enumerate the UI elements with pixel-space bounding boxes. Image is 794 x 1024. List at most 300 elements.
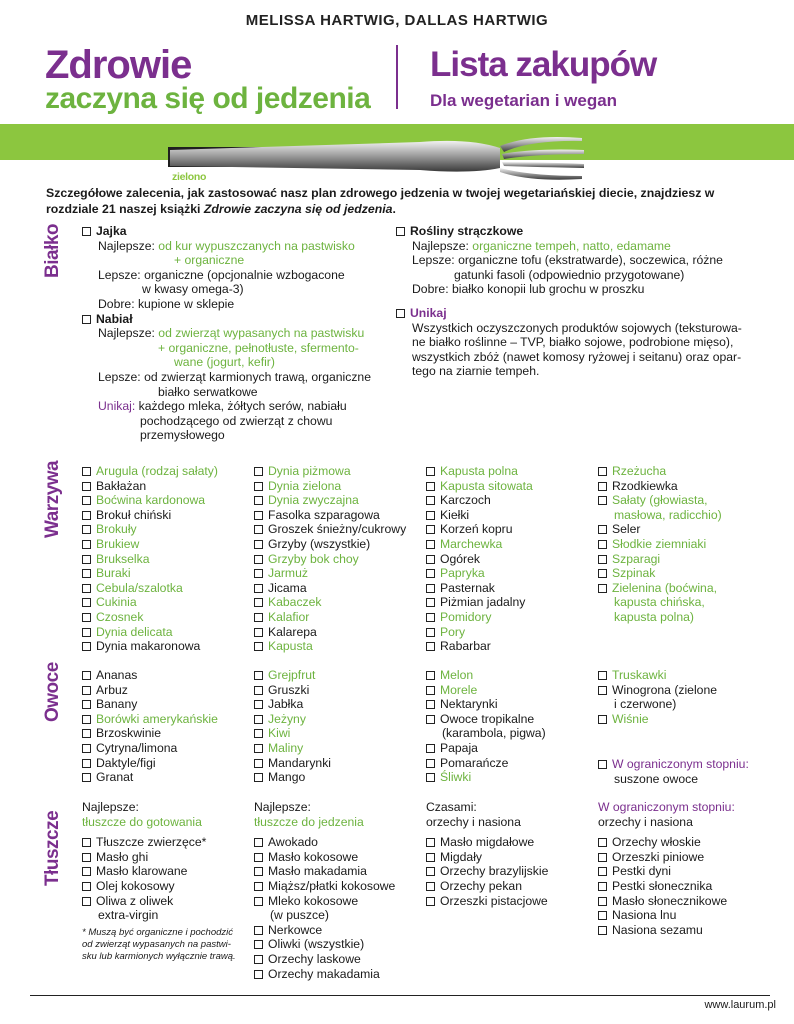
checkbox[interactable] xyxy=(82,467,91,476)
checkbox[interactable] xyxy=(254,584,263,593)
intro-after: . xyxy=(392,202,396,216)
checkbox[interactable] xyxy=(82,227,91,236)
list-item xyxy=(82,522,218,537)
dairy-avoid-2: pochodzącego od zwierząt z chowu xyxy=(140,413,333,428)
header-divider xyxy=(396,45,398,109)
list-item xyxy=(82,566,218,581)
fats-col-3 xyxy=(426,800,548,908)
item-label: Olej kokosowy xyxy=(96,878,175,893)
list-item xyxy=(426,464,533,479)
checkbox[interactable] xyxy=(396,227,405,236)
item-label: Orzechy brazylijskie xyxy=(440,864,549,879)
list-item xyxy=(254,625,406,640)
checkbox[interactable] xyxy=(426,715,435,724)
item-label: Jeżyny xyxy=(268,711,306,726)
list-item xyxy=(82,712,218,727)
fats-col2-list xyxy=(254,835,395,981)
fats-col2-head2: tłuszcze do jedzenia xyxy=(254,814,364,829)
checkbox[interactable] xyxy=(426,525,435,534)
item-label: Truskawki xyxy=(612,668,667,682)
checkbox[interactable] xyxy=(426,759,435,768)
item-label: Masło ghi xyxy=(96,849,149,864)
checkbox[interactable] xyxy=(426,686,435,695)
list-item xyxy=(254,770,331,785)
list-item xyxy=(426,770,546,785)
list-item-continuation: extra-virgin xyxy=(98,908,159,923)
list-item xyxy=(426,879,548,894)
list-item xyxy=(254,610,406,625)
checkbox[interactable] xyxy=(598,671,607,680)
checkbox[interactable] xyxy=(426,613,435,622)
checkbox[interactable] xyxy=(254,882,263,891)
checkbox[interactable] xyxy=(254,598,263,607)
checkbox[interactable] xyxy=(254,773,263,782)
list-item xyxy=(82,625,218,640)
legumes-good: Dobre: białko konopii lub grochu w proszku xyxy=(412,282,645,297)
avoid-text-2: ne białko roślinne – TVP, białko sojowe, podrobione mięso), xyxy=(412,335,734,350)
item-label: Maliny xyxy=(268,740,304,755)
checkbox[interactable] xyxy=(254,759,263,768)
list-item xyxy=(82,697,218,712)
item-label: Kapusta xyxy=(268,639,313,654)
checkbox[interactable] xyxy=(598,482,607,491)
checkbox[interactable] xyxy=(426,671,435,680)
list-item xyxy=(82,552,218,567)
checkbox[interactable] xyxy=(254,525,263,534)
checkbox[interactable] xyxy=(82,897,91,906)
checkbox[interactable] xyxy=(598,496,607,505)
checkbox[interactable] xyxy=(254,569,263,578)
item-label: Papaja xyxy=(440,740,478,755)
checkbox[interactable] xyxy=(254,838,263,847)
list-item xyxy=(598,668,717,683)
list-item-continuation: kapusta polna) xyxy=(614,609,694,624)
list-item xyxy=(254,581,406,596)
checkbox[interactable] xyxy=(254,540,263,549)
checkbox[interactable] xyxy=(82,613,91,622)
list-item xyxy=(82,581,218,596)
checkbox[interactable] xyxy=(82,759,91,768)
list-item xyxy=(254,566,406,581)
item-label: Kalafior xyxy=(268,609,310,624)
checkbox[interactable] xyxy=(254,686,263,695)
best-label: Najlepsze: xyxy=(98,238,155,253)
checkbox[interactable] xyxy=(426,598,435,607)
eggs-best-1: od kur wypuszczanych na pastwisko xyxy=(158,238,355,253)
item-label: Nerkowce xyxy=(268,922,323,937)
checkbox[interactable] xyxy=(426,584,435,593)
fats-col-4 xyxy=(598,800,735,937)
checkbox[interactable] xyxy=(426,555,435,564)
item-label: Pomarańcze xyxy=(440,755,509,770)
checkbox[interactable] xyxy=(82,315,91,324)
checkbox[interactable] xyxy=(82,729,91,738)
item-label: Orzechy laskowe xyxy=(268,951,361,966)
item-label: Arugula (rodzaj sałaty) xyxy=(96,464,218,478)
checkbox[interactable] xyxy=(426,897,435,906)
checkbox[interactable] xyxy=(598,525,607,534)
item-label: Groszek śnieżny/cukrowy xyxy=(268,522,407,537)
item-label: Czosnek xyxy=(96,609,144,624)
list-item xyxy=(426,864,548,879)
list-item xyxy=(82,850,236,865)
checkbox[interactable] xyxy=(598,853,607,862)
dairy-better-2: białko serwatkowe xyxy=(158,384,258,399)
avoid-label: Unikaj: xyxy=(98,399,136,414)
legumes-better-2: gatunki fasoli (odpowiednio przygotowane) xyxy=(454,267,685,282)
list-item xyxy=(254,683,331,698)
item-label: Orzeszki pistacjowe xyxy=(440,893,548,908)
checkbox[interactable] xyxy=(254,511,263,520)
list-item xyxy=(598,479,722,494)
list-item xyxy=(598,683,717,698)
list-item xyxy=(426,625,533,640)
dairy-best-1: od zwierząt wypasanych na pastwisku xyxy=(158,326,365,341)
section-label-fruits: Owoce xyxy=(42,662,63,722)
item-label: Pestki dyni xyxy=(612,864,671,879)
checkbox[interactable] xyxy=(254,715,263,724)
list-item xyxy=(254,479,406,494)
item-label: Fasolka szparagowa xyxy=(268,507,380,522)
dairy-label: Nabiał xyxy=(96,311,133,326)
note-1: * Muszą być organiczne i pochodzić xyxy=(82,926,234,938)
limited-label: W ograniczonym stopniu: xyxy=(612,757,749,771)
checkbox[interactable] xyxy=(254,671,263,680)
checkbox[interactable] xyxy=(426,744,435,753)
list-item-continuation: (w puszce) xyxy=(270,908,329,923)
checkbox[interactable] xyxy=(254,853,263,862)
item-label: Kabaczek xyxy=(268,595,322,610)
checkbox[interactable] xyxy=(598,911,607,920)
checkbox[interactable] xyxy=(82,882,91,891)
checkbox[interactable] xyxy=(426,882,435,891)
section-label-fats: Tłuszcze xyxy=(42,810,63,886)
list-item xyxy=(82,493,218,508)
checkbox[interactable] xyxy=(426,540,435,549)
dairy-heading xyxy=(82,312,382,327)
item-label: Słodkie ziemniaki xyxy=(612,536,707,551)
dairy-best-3: wane (jogurt, kefir) xyxy=(174,355,275,370)
checkbox[interactable] xyxy=(426,511,435,520)
checkbox[interactable] xyxy=(426,642,435,651)
checkbox[interactable] xyxy=(598,686,607,695)
checkbox[interactable] xyxy=(82,642,91,651)
checkbox[interactable] xyxy=(426,700,435,709)
item-label: Rabarbar xyxy=(440,639,491,654)
list-item-continuation: kapusta chińska, xyxy=(614,595,705,610)
item-label: Dynia delicata xyxy=(96,624,173,639)
item-label: Oliwki (wszystkie) xyxy=(268,937,365,952)
list-item xyxy=(254,668,331,683)
item-label: Banany xyxy=(96,697,138,712)
checkbox[interactable] xyxy=(598,540,607,549)
list-item xyxy=(598,712,717,727)
list-item xyxy=(254,522,406,537)
checkbox[interactable] xyxy=(254,700,263,709)
list-item xyxy=(426,835,548,850)
item-label: Masło kokosowe xyxy=(268,849,359,864)
checkbox[interactable] xyxy=(254,897,263,906)
veg-col-3 xyxy=(426,464,533,654)
checkbox[interactable] xyxy=(254,482,263,491)
checkbox[interactable] xyxy=(82,511,91,520)
intro-before: Szczegółowe zalecenia, jak zastosować nasz plan zdrowego jedzenia w twojej wegetariańskiej diecie, znajdziesz w rozdziale 21 naszej książki xyxy=(46,186,715,216)
checkbox[interactable] xyxy=(598,715,607,724)
fork-icon xyxy=(170,128,590,188)
fruit-limited xyxy=(598,757,749,786)
checkbox[interactable] xyxy=(82,482,91,491)
list-item xyxy=(82,464,218,479)
checkbox[interactable] xyxy=(426,628,435,637)
checkbox[interactable] xyxy=(82,867,91,876)
list-item xyxy=(598,879,735,894)
checkbox[interactable] xyxy=(426,853,435,862)
list-item xyxy=(82,894,236,909)
note-2: od zwierząt wypasanych na pastwi- xyxy=(82,938,231,950)
fruit-col-3 xyxy=(426,668,546,785)
checkbox[interactable] xyxy=(598,867,607,876)
fats-col1-list xyxy=(82,835,236,923)
fruit-col-2 xyxy=(254,668,331,785)
item-label: Masło klarowane xyxy=(96,864,188,879)
list-item xyxy=(82,668,218,683)
checkbox[interactable] xyxy=(254,970,263,979)
dairy-best-2: + organiczne, pełnotłuste, sfermento- xyxy=(158,340,359,355)
item-label: Dynia zwyczajna xyxy=(268,493,359,508)
item-label: Masło słonecznikowe xyxy=(612,893,728,908)
item-label: Nasiona sezamu xyxy=(612,922,703,937)
eggs-good: Dobre: kupione w sklepie xyxy=(98,296,235,311)
list-item xyxy=(254,464,406,479)
list-item xyxy=(82,639,218,654)
item-label: Nektarynki xyxy=(440,697,498,712)
item-label: Ogórek xyxy=(440,551,480,566)
item-label: Bakłażan xyxy=(96,478,147,493)
list-item xyxy=(254,508,406,523)
checkbox[interactable] xyxy=(598,882,607,891)
checkbox[interactable] xyxy=(82,773,91,782)
checkbox[interactable] xyxy=(82,569,91,578)
checkbox[interactable] xyxy=(82,496,91,505)
checkbox[interactable] xyxy=(598,555,607,564)
checkbox[interactable] xyxy=(598,584,607,593)
checkbox[interactable] xyxy=(82,628,91,637)
legumes-label: Rośliny strączkowe xyxy=(410,224,524,238)
item-label: Brokuły xyxy=(96,522,137,537)
list-item xyxy=(598,835,735,850)
checkbox[interactable] xyxy=(254,955,263,964)
checkbox[interactable] xyxy=(426,773,435,782)
item-label: Rzeżucha xyxy=(612,464,667,478)
item-label: Ananas xyxy=(96,668,138,682)
list-item xyxy=(598,908,735,923)
list-item xyxy=(598,923,735,938)
item-label: Melon xyxy=(440,668,474,682)
list-item xyxy=(254,712,331,727)
checkbox[interactable] xyxy=(426,482,435,491)
footer-url[interactable]: www.laurum.pl xyxy=(704,999,776,1011)
veg-col-2 xyxy=(254,464,406,654)
checkbox[interactable] xyxy=(426,867,435,876)
eggs-better-1: Lepsze: organiczne (opcjonalnie wzbogacone xyxy=(98,267,345,282)
fats-col4-head1: W ograniczonym stopniu: xyxy=(598,800,735,814)
fats-col3-head1: Czasami: xyxy=(426,800,477,814)
fats-col3-head2: orzechy i nasiona xyxy=(426,814,521,829)
item-label: Cukinia xyxy=(96,595,137,610)
item-label: Boćwina kardonowa xyxy=(96,493,206,508)
checkbox[interactable] xyxy=(82,744,91,753)
fats-col4-head2: orzechy i nasiona xyxy=(598,814,693,829)
list-item xyxy=(254,937,395,952)
checkbox[interactable] xyxy=(82,700,91,709)
list-item xyxy=(598,581,722,596)
list-item xyxy=(82,610,218,625)
dairy-avoid-3: przemysłowego xyxy=(140,428,225,443)
checkbox[interactable] xyxy=(396,309,405,318)
checkbox[interactable] xyxy=(82,584,91,593)
list-item xyxy=(254,952,395,967)
checkbox[interactable] xyxy=(82,540,91,549)
avoid-text-1: Wszystkich oczyszczonych produktów sojowych (teksturowa- xyxy=(412,320,742,335)
list-item xyxy=(426,697,546,712)
fats-note xyxy=(82,927,236,963)
list-item xyxy=(426,850,548,865)
list-item-continuation: i czerwone) xyxy=(614,697,677,712)
book-subtitle: zaczyna się od jedzenia xyxy=(45,82,371,115)
checkbox[interactable] xyxy=(82,671,91,680)
list-item xyxy=(426,479,533,494)
checkbox[interactable] xyxy=(82,838,91,847)
checkbox[interactable] xyxy=(82,686,91,695)
list-item xyxy=(426,639,533,654)
dairy-better-1: Lepsze: od zwierząt karmionych trawą, organiczne xyxy=(98,369,371,384)
item-label: Dynia piżmowa xyxy=(268,464,351,478)
item-label: Buraki xyxy=(96,566,131,581)
list-item xyxy=(254,595,406,610)
list-item xyxy=(426,552,533,567)
checkbox[interactable] xyxy=(254,628,263,637)
checkbox[interactable] xyxy=(598,569,607,578)
eggs-better-2: w kwasy omega-3) xyxy=(142,282,244,297)
legumes-best: organiczne tempeh, natto, edamame xyxy=(472,238,671,253)
item-label: Jicama xyxy=(268,580,307,595)
list-item xyxy=(426,522,533,537)
list-item xyxy=(426,683,546,698)
checkbox[interactable] xyxy=(254,744,263,753)
checkbox[interactable] xyxy=(82,598,91,607)
checkbox[interactable] xyxy=(82,525,91,534)
fats-col2-head1: Najlepsze: xyxy=(254,800,311,814)
item-label: Cytryna/limona xyxy=(96,740,178,755)
checkbox[interactable] xyxy=(254,467,263,476)
checkbox[interactable] xyxy=(598,926,607,935)
checkbox[interactable] xyxy=(254,555,263,564)
list-item xyxy=(598,522,722,537)
list-item xyxy=(254,639,406,654)
list-item xyxy=(82,770,218,785)
list-item xyxy=(426,610,533,625)
list-item xyxy=(254,879,395,894)
eggs-label: Jajka xyxy=(96,224,127,238)
list-item xyxy=(598,850,735,865)
item-label: Jabłka xyxy=(268,697,304,712)
list-item xyxy=(598,894,735,909)
item-label: Marchewka xyxy=(440,536,503,551)
item-label: Pestki słonecznika xyxy=(612,878,713,893)
item-label: Kapusta polna xyxy=(440,464,518,478)
item-label: Pasternak xyxy=(440,580,495,595)
checkbox[interactable] xyxy=(254,642,263,651)
checkbox[interactable] xyxy=(598,897,607,906)
checkbox[interactable] xyxy=(82,715,91,724)
item-label: Kiwi xyxy=(268,726,291,741)
checkbox[interactable] xyxy=(254,867,263,876)
item-label: Zielenina (boćwina, xyxy=(612,580,718,595)
fats-col3-list xyxy=(426,835,548,908)
item-label: Granat xyxy=(96,770,134,785)
checkbox[interactable] xyxy=(426,467,435,476)
list-item xyxy=(426,566,533,581)
checkbox[interactable] xyxy=(254,926,263,935)
item-label: Papryka xyxy=(440,566,485,581)
list-item xyxy=(254,894,395,909)
note-3: sku lub karmionych wyłącznie trawą. xyxy=(82,950,236,962)
veg-col-4 xyxy=(598,464,722,625)
checkbox[interactable] xyxy=(254,940,263,949)
checkbox[interactable] xyxy=(254,613,263,622)
checkbox[interactable] xyxy=(598,838,607,847)
list-title: Lista zakupów xyxy=(430,45,657,84)
list-item xyxy=(254,864,395,879)
checkbox[interactable] xyxy=(82,853,91,862)
checkbox[interactable] xyxy=(426,569,435,578)
checkbox[interactable] xyxy=(598,467,607,476)
list-item xyxy=(598,464,722,479)
list-item xyxy=(598,537,722,552)
item-label: Seler xyxy=(612,522,641,537)
best-label: Najlepsze: xyxy=(412,238,469,253)
item-label: Korzeń kopru xyxy=(440,522,513,537)
item-label: Dynia zielona xyxy=(268,478,342,493)
list-item xyxy=(82,741,218,756)
list-item xyxy=(254,493,406,508)
checkbox[interactable] xyxy=(254,496,263,505)
checkbox[interactable] xyxy=(82,555,91,564)
item-label: Karczoch xyxy=(440,493,491,508)
fats-col-1 xyxy=(82,800,236,963)
item-label: Miąższ/płatki kokosowe xyxy=(268,878,396,893)
list-item xyxy=(254,697,331,712)
list-item xyxy=(82,835,236,850)
item-label: Rzodkiewka xyxy=(612,478,678,493)
book-title: Zdrowie xyxy=(45,43,192,87)
item-label: Śliwki xyxy=(440,770,472,785)
authors: MELISSA HARTWIG, DALLAS HARTWIG xyxy=(245,12,549,29)
item-label: Orzechy pekan xyxy=(440,878,522,893)
checkbox[interactable] xyxy=(426,838,435,847)
list-item xyxy=(426,756,546,771)
checkbox[interactable] xyxy=(254,729,263,738)
list-item xyxy=(426,493,533,508)
checkbox[interactable] xyxy=(598,760,607,769)
dairy-avoid-1: każdego mleka, żółtych serów, nabiału xyxy=(138,399,347,414)
checkbox[interactable] xyxy=(426,496,435,505)
item-label: Orzechy makadamia xyxy=(268,966,380,981)
item-label: Grejpfrut xyxy=(268,668,316,682)
item-label: Borówki amerykańskie xyxy=(96,711,218,726)
item-label: Daktyle/figi xyxy=(96,755,156,770)
list-item xyxy=(426,508,533,523)
